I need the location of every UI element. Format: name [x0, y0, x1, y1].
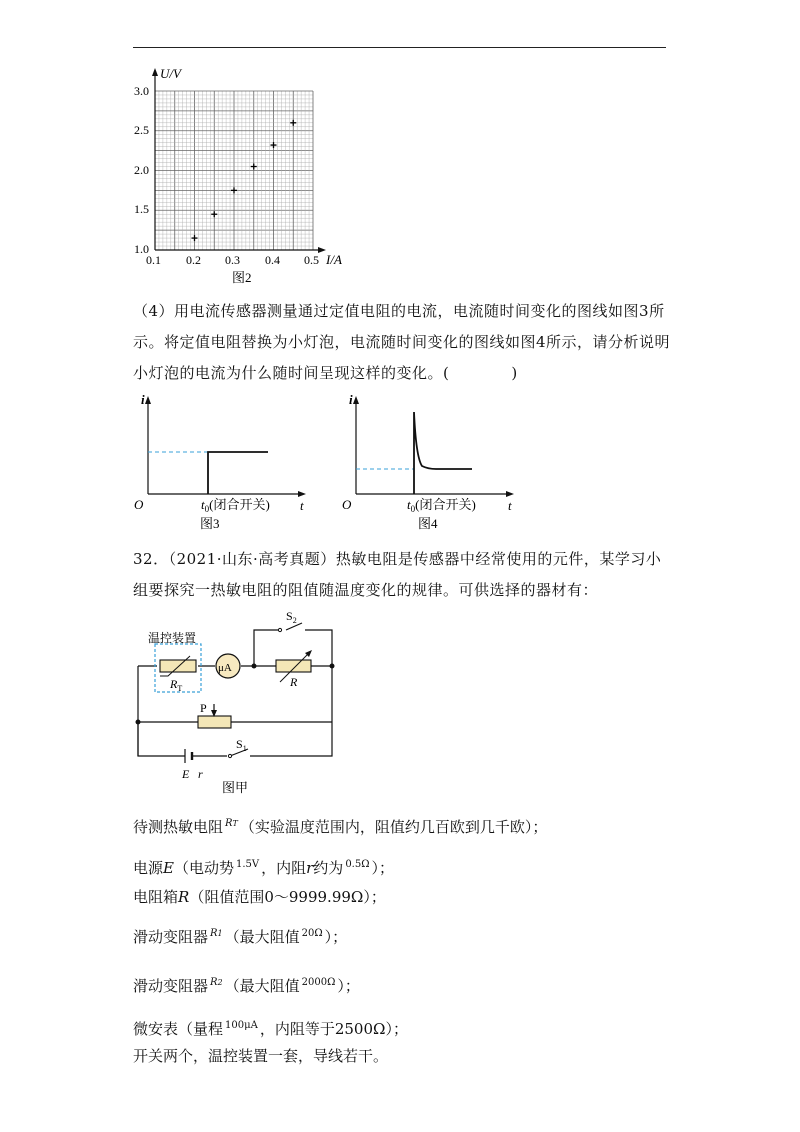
- fig2-x-label: I/A: [326, 252, 342, 267]
- q32-number: 32．: [133, 550, 169, 568]
- material-7: 开关两个，温控装置一套，导线若干。: [133, 1047, 389, 1065]
- fig2-ytick-2: 2.0: [134, 163, 149, 177]
- material-5: 滑动变阻器 $^{R2}$ （最大阻值 $^{2000\Omega}$ ）；: [133, 977, 360, 995]
- fig4-y-label: i: [349, 392, 353, 407]
- fig2-chart: [120, 60, 380, 290]
- header-rule: [133, 47, 666, 48]
- r-internal-label: r: [198, 767, 203, 781]
- fig2-point-1: [211, 211, 217, 217]
- fig3-origin: O: [134, 497, 144, 512]
- s2-label: S: [286, 609, 293, 623]
- q4-text: 用电流传感器测量通过定值电阻的电流，电流随时间变化的图线如图3所示。将定值电阻替换为小灯泡，电流随时间变化的图线如图4所示，请分析说明小灯泡的电流为什么随时间呈现这样的变化。(: [133, 302, 671, 382]
- fig2-points: [192, 120, 297, 241]
- fig3-x-label: t: [300, 498, 304, 513]
- resistance-box: [276, 660, 311, 672]
- q4-label: （4）: [133, 302, 175, 320]
- s1-label: S: [236, 737, 243, 751]
- fig2-y-arrow: [152, 68, 158, 76]
- r-box-label: R: [290, 675, 298, 689]
- fig2-point-0: [192, 235, 198, 241]
- material-3: 电阻箱R（阻值范围0～9999.99Ω）；: [133, 888, 386, 906]
- svg-text:S1: [236, 737, 247, 753]
- circuit-diagram: [130, 606, 350, 806]
- fig3-t0: t: [201, 497, 205, 512]
- circuit-caption: 图甲: [222, 780, 249, 795]
- q32-paragraph: [133, 544, 673, 606]
- fig3-chart: [130, 392, 320, 532]
- fig2-xtick-2: 0.3: [225, 253, 240, 267]
- fig4-caption: 图4: [418, 516, 438, 531]
- p-label: P: [200, 701, 207, 715]
- e-label: E: [182, 767, 190, 781]
- svg-text:S2: [286, 609, 297, 625]
- material-2: 电源E（电动势 $^{1.5V}$ ，内阻r约为 $^{0.5\Omega}$ ）；: [133, 859, 395, 877]
- thermostat-label: 温控装置: [148, 631, 197, 645]
- fig4-t0: t: [407, 497, 411, 512]
- fig2-y-label: U/V: [160, 66, 181, 81]
- fig3-t0-sub: 0: [204, 504, 210, 514]
- fig2-ytick-1: 2.5: [134, 123, 149, 137]
- q4-paragraph: [133, 296, 673, 389]
- q32-source: （2021·山东·高考真题）: [168, 550, 336, 568]
- fig4-origin: O: [342, 497, 352, 512]
- rt-sub: T: [177, 684, 183, 693]
- fig2-point-3: [251, 164, 257, 170]
- rt-resistor: [160, 660, 196, 672]
- fig3-y-label: i: [141, 392, 145, 407]
- s2-sub: 2: [292, 616, 297, 625]
- fig2-point-5: [290, 120, 296, 126]
- fig3-t0-note: (闭合开关): [209, 497, 270, 512]
- fig2-grid: [155, 91, 313, 250]
- fig2-x-arrow: [318, 247, 326, 253]
- fig4-current-curve: [414, 412, 472, 494]
- microammeter-label: μA: [218, 662, 232, 674]
- fig2-xtick-3: 0.4: [265, 253, 280, 267]
- svg-text:t0(闭合开关): [407, 497, 476, 514]
- fig2-point-2: [231, 187, 237, 193]
- fig2-ytick-0: 3.0: [134, 84, 149, 98]
- rt-label: R: [170, 677, 178, 691]
- fig4-x-label: t: [508, 498, 512, 513]
- material-6: 微安表（量程 $^{100\mu A}$ ，内阻等于2500Ω）；: [133, 1020, 408, 1038]
- s1-sub: 1: [242, 744, 247, 753]
- q4-close: ): [511, 364, 518, 382]
- fig3-current-line: [208, 452, 268, 494]
- material-4: 滑动变阻器 $^{R1}$ （最大阻值 $^{20\Omega}$ ）；: [133, 928, 348, 946]
- fig2-point-4: [271, 142, 277, 148]
- fig4-t0-note: (闭合开关): [415, 497, 476, 512]
- fig2-ytick-3: 1.5: [134, 202, 149, 216]
- fig2-caption: 图2: [232, 270, 252, 285]
- fig4-chart: [338, 392, 528, 532]
- material-1: 待测热敏电阻 $^{RT}$ （实验温度范围内，阻值约几百欧到几千欧）；: [133, 818, 548, 836]
- fig2-xtick-1: 0.2: [186, 253, 201, 267]
- fig2-xtick-0: 0.1: [146, 253, 161, 267]
- fig2-ytick-4: 1.0: [134, 242, 149, 256]
- q32-text: 热敏电阻是传感器中经常使用的元件，某学习小组要探究一热敏电阻的阻值随温度变化的规律。可供选择的器材有：: [133, 550, 662, 599]
- svg-text:t0(闭合开关): [201, 497, 270, 514]
- fig2-xtick-4: 0.5: [304, 253, 319, 267]
- svg-text:RT: [169, 677, 182, 693]
- rheostat: [198, 716, 231, 728]
- fig3-caption: 图3: [200, 516, 220, 531]
- fig4-t0-sub: 0: [410, 504, 416, 514]
